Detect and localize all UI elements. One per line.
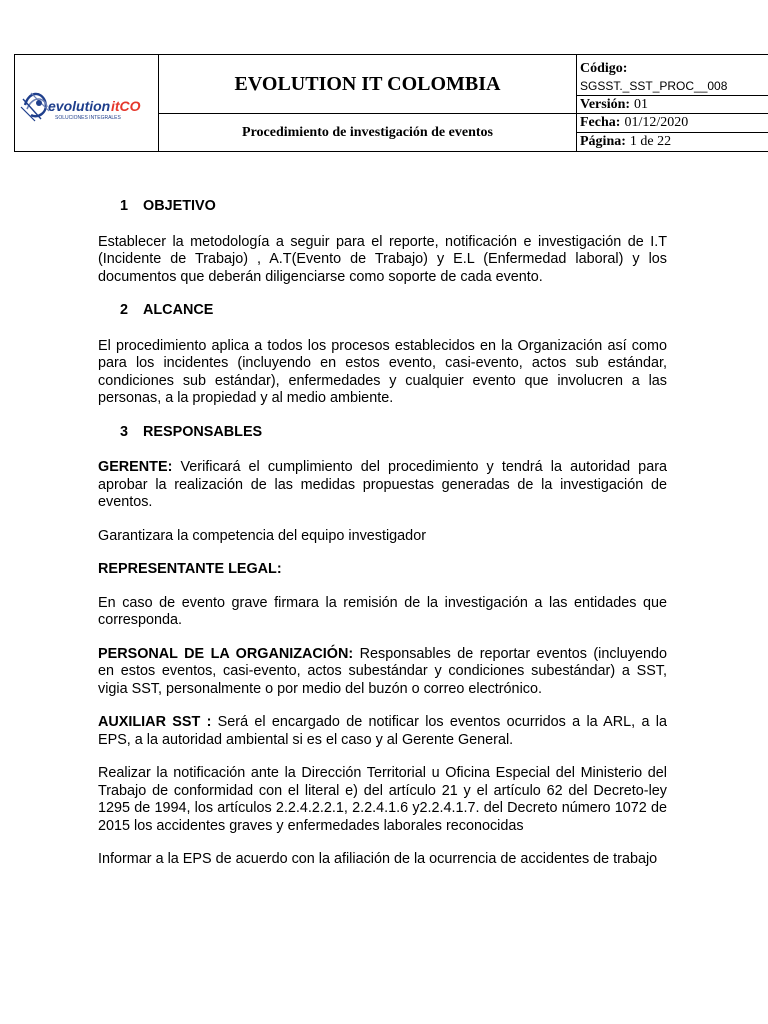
gerente-label: GERENTE: <box>98 459 173 475</box>
alcance-paragraph: El procedimiento aplica a todos los procesos establecidos en la Organización así como para los incidentes (incluyendo en estos evento, casi-evento, actos sub estándar, condiciones sub estándar), enfermedades y cualquier evento que involucren a las personas, a la propiedad y al medio ambiente. <box>98 337 667 406</box>
code-value: SGSST._SST_PROC__008 <box>577 77 768 96</box>
auxiliar-text: Será el encargado de notificar los eventos ocurridos a la ARL, a la EPS, a la autoridad ambiental si es el caso y al Gerente General. <box>98 714 667 748</box>
document-body <box>98 198 667 869</box>
objetivo-paragraph: Establecer la metodología a seguir para el reporte, notificación e investigación de I.T (Incidente de Trabajo) , A.T(Evento de Trabajo) y E.L (Enfermedad laboral) y los documentos que deberán diligenciarse como soporte de cada evento. <box>98 233 667 285</box>
gerente-extra-paragraph: Garantizara la competencia del equipo investigador <box>98 527 426 544</box>
gerente-text: Verificará el cumplimiento del procedimiento y tendrá la autoridad para aprobar la realización de las medidas propuestas generadas de la investigación de eventos. <box>98 459 667 510</box>
section-number: 2 <box>120 302 129 318</box>
section-title: ALCANCE <box>143 302 214 318</box>
page-value: 1 de 22 <box>629 134 672 149</box>
page-row <box>577 133 768 151</box>
date-label: Fecha: <box>580 115 621 130</box>
logo-globe-icon <box>21 93 49 121</box>
section-title: RESPONSABLES <box>143 423 263 440</box>
company-name: EVOLUTION IT COLOMBIA <box>159 55 577 114</box>
logo-tagline: SOLUCIONES INTEGRALES <box>55 115 121 121</box>
logo-accent-text: itCO <box>111 98 141 114</box>
section-title: OBJETIVO <box>143 198 216 214</box>
page-label: Página: <box>580 134 626 149</box>
personal-label: PERSONAL DE LA ORGANIZACIÓN: <box>98 645 354 662</box>
representante-paragraph: En caso de evento grave firmara la remisión de la investigación a las entidades que corresponda. <box>98 594 667 628</box>
date-row <box>577 114 768 133</box>
date-value: 01/12/2020 <box>624 115 689 130</box>
section-number: 3 <box>120 423 129 440</box>
logo-cell <box>15 55 159 151</box>
eps-paragraph: Informar a la EPS de acuerdo con la afiliación de la ocurrencia de accidentes de trabajo <box>98 851 658 867</box>
auxiliar-label: AUXILIAR SST : <box>98 714 212 730</box>
section-heading-alcance <box>98 302 667 320</box>
personal-paragraph <box>98 646 667 699</box>
section-heading-responsables <box>98 424 667 442</box>
representante-label: REPRESENTANTE LEGAL: <box>98 561 282 577</box>
logo-text: evolution <box>48 98 111 114</box>
document-title: Procedimiento de investigación de eventos <box>159 114 577 151</box>
version-value: 01 <box>634 96 649 112</box>
code-label: Código: <box>580 61 628 76</box>
company-logo <box>15 55 159 151</box>
version-row <box>577 96 768 114</box>
gerente-paragraph <box>98 459 667 512</box>
version-label: Versión: <box>580 96 631 112</box>
personal-text: Responsables de reportar eventos (incluyendo en estos eventos, casi-evento, actos subestándar y condiciones subestándar) a SST, vigia SST, personalmente o por medio del buzón o correo electrónico. <box>98 645 667 697</box>
auxiliar-paragraph <box>98 714 667 749</box>
notificacion-paragraph: Realizar la notificación ante la Dirección Territorial u Oficina Especial del Ministerio del Trabajo de conformidad con el literal e) del artículo 21 y el artículo 62 del Decreto-ley 1295 de 1994, los artículos 2.2.4.2.2.1, 2.2.4.1.6 y2.2.4.1.7. del Decreto número 1072 de 2015 los accidentes graves y enfermedades laborales reconocidas <box>98 765 667 834</box>
code-label-cell <box>577 55 768 77</box>
document-header <box>14 54 768 152</box>
section-heading-objetivo <box>98 198 667 216</box>
section-number: 1 <box>120 198 129 214</box>
